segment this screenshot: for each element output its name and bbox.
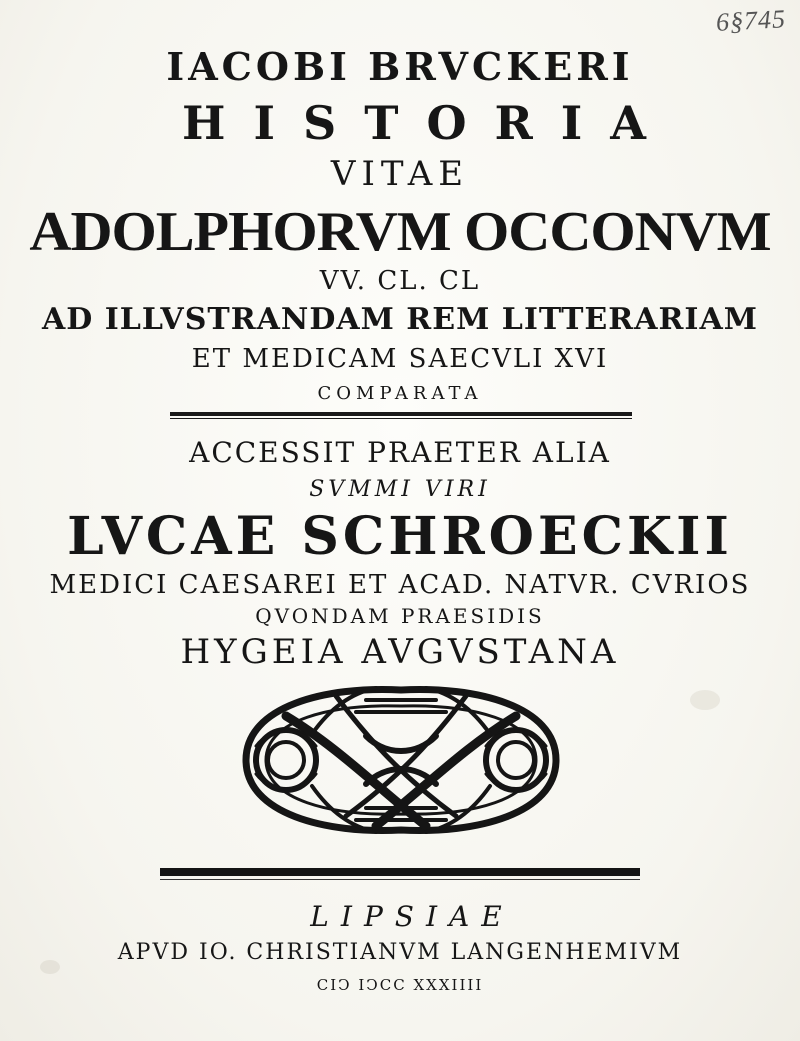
addition-name: LVCAE SCHROECKII: [67, 506, 733, 567]
title-comparata: COMPARATA: [317, 383, 483, 404]
addition-work: HYGEIA AVGVSTANA: [180, 632, 620, 672]
addition-quondam: QVONDAM PRAESIDIS: [255, 604, 545, 628]
title-purpose: AD ILLVSTRANDAM REM LITTERARIAM: [42, 302, 758, 337]
double-rule-top: [170, 412, 632, 419]
title-word-historia: HISTORIA: [182, 96, 674, 150]
imprint-publisher: APVD IO. CHRISTIANVM LANGENHEMIVM: [117, 940, 683, 965]
author-name: IACOBI BRVCKERI: [166, 44, 634, 89]
addition-summi-viri: SVMMI VIRI: [309, 477, 491, 502]
paper-stain: [40, 960, 60, 974]
interlace-ornament: [216, 676, 586, 844]
imprint-place: LIPSIAE: [310, 900, 514, 933]
paper-stain: [690, 690, 720, 710]
imprint-date: CIↃ IↃCC XXXIIII: [316, 976, 484, 994]
addition-heading: ACCESSIT PRAETER ALIA: [189, 436, 611, 469]
thin-rule-bottom: [160, 879, 640, 880]
title-abbrev: VV. CL. CL: [319, 266, 481, 296]
title-purpose-cont: ET MEDICAM SAECVLI XVI: [191, 344, 609, 374]
title-subject: ADOLPHORVM OCCONVM: [29, 201, 771, 263]
title-word-vitae: VITAE: [330, 154, 470, 194]
heavy-rule-bottom: [160, 868, 640, 876]
shelfmark: 6§745: [715, 4, 787, 37]
addition-office: MEDICI CAESAREI ET ACAD. NATVR. CVRIOS: [49, 570, 751, 600]
